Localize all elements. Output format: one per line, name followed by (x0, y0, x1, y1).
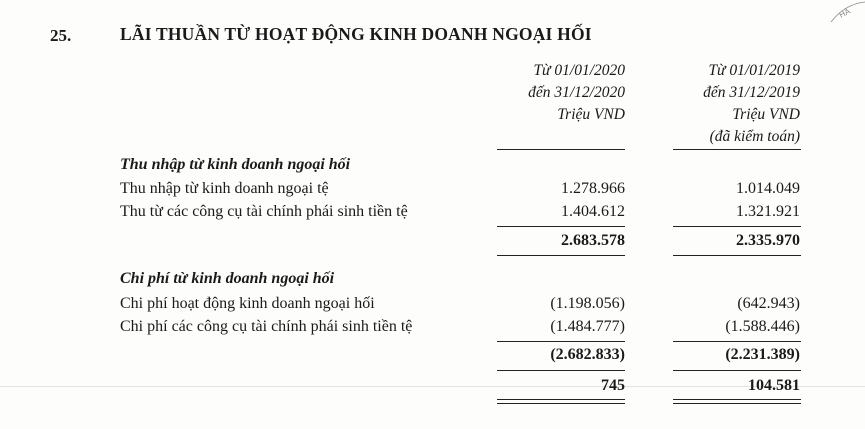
cell-2019: (642.943) (737, 295, 800, 312)
column-header-line: Triệu VND (732, 106, 800, 123)
cell-2019: (1.588.446) (725, 318, 800, 335)
expense-total-2019: (2.231.389) (725, 346, 800, 363)
column-header-2020 (470, 60, 625, 126)
net-total-2020: 745 (601, 377, 625, 394)
cell-2020: (1.198.056) (550, 295, 625, 312)
subtotal-underline-2020 (497, 370, 625, 371)
income-total-2019: 2.335.970 (736, 232, 800, 249)
cell-2019: 1.321.921 (736, 203, 800, 220)
row-label: Chi phí các công cụ tài chính phái sinh tiền tệ (120, 318, 413, 335)
income-heading: Thu nhập từ kinh doanh ngoại hối (120, 156, 351, 173)
cell-2020: (1.484.777) (550, 318, 625, 335)
column-header-line: (đã kiểm toán) (709, 128, 800, 145)
header-underline-2019 (673, 149, 801, 150)
net-total-2019: 104.581 (748, 377, 800, 394)
header-underline-2020 (497, 149, 625, 150)
column-header-line: Từ 01/01/2020 (533, 62, 625, 79)
section-number: 25. (50, 26, 72, 45)
income-total-2020: 2.683.578 (561, 232, 625, 249)
column-header-line: Triệu VND (557, 106, 625, 123)
row-label: Chi phí hoạt động kinh doanh ngoại hối (120, 295, 375, 312)
column-header-line: đến 31/12/2020 (528, 84, 625, 101)
stamp-text: HÀ (837, 6, 852, 20)
subtotal-rule-2019 (673, 226, 801, 227)
column-header-2019 (650, 60, 800, 148)
row-label: Thu từ các công cụ tài chính phái sinh tiền tệ (120, 203, 408, 220)
double-underline-bottom-2019 (673, 403, 801, 404)
cell-2020: 1.278.966 (561, 180, 625, 197)
cell-2019: 1.014.049 (736, 180, 800, 197)
subtotal-rule-2020 (497, 341, 625, 342)
section-title: LÃI THUẦN TỪ HOẠT ĐỘNG KINH DOANH NGOẠI HỐI (120, 24, 592, 44)
subtotal-underline-2020 (497, 255, 625, 256)
expense-heading: Chi phí từ kinh doanh ngoại hối (120, 270, 335, 287)
double-underline-top-2020 (497, 399, 625, 400)
column-header-line: đến 31/12/2019 (703, 84, 800, 101)
double-underline-top-2019 (673, 399, 801, 400)
subtotal-rule-2019 (673, 341, 801, 342)
column-header-line: Từ 01/01/2019 (708, 62, 800, 79)
subtotal-underline-2019 (673, 370, 801, 371)
stamp-fragment-icon (825, 0, 865, 22)
cell-2020: 1.404.612 (561, 203, 625, 220)
row-label: Thu nhập từ kinh doanh ngoại tệ (120, 180, 329, 197)
double-underline-bottom-2020 (497, 403, 625, 404)
expense-total-2020: (2.682.833) (550, 346, 625, 363)
subtotal-underline-2019 (673, 255, 801, 256)
subtotal-rule-2020 (497, 226, 625, 227)
